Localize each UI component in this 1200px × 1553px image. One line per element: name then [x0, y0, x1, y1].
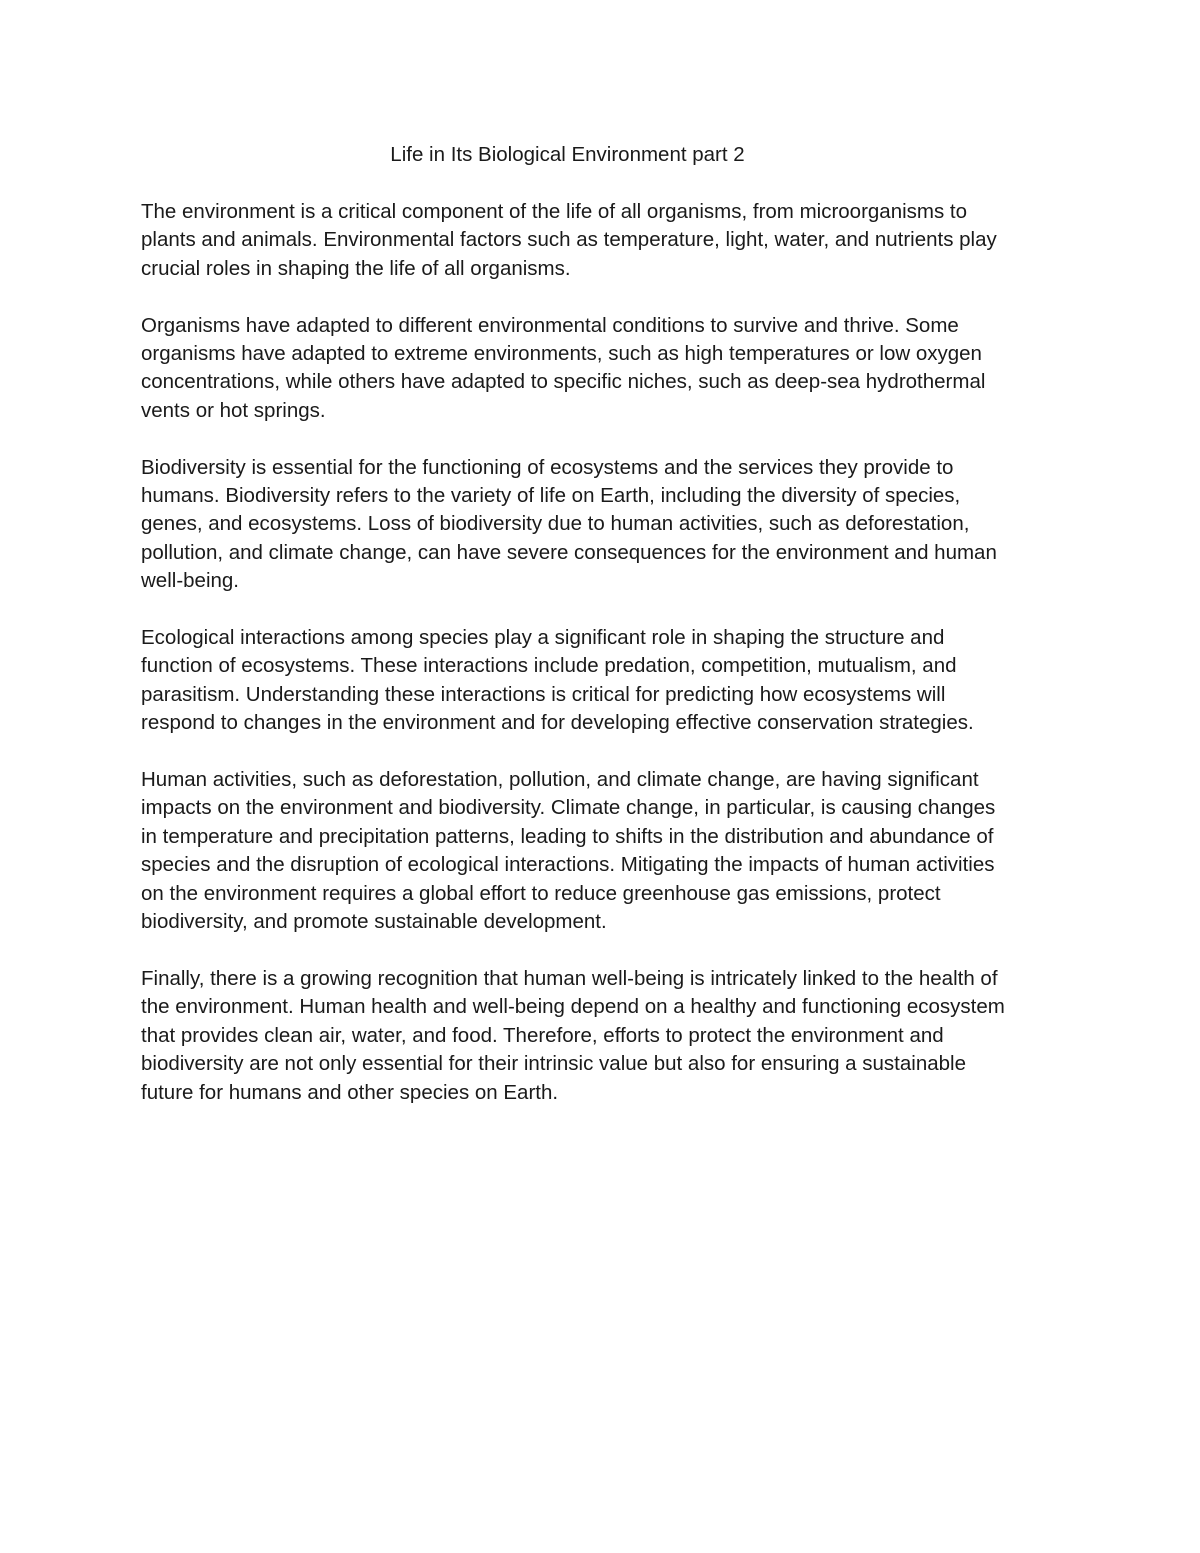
paragraph-human-activities — [141, 766, 1066, 936]
text-line: respond to changes in the environment and for developing effective conservation strategies. — [141, 711, 974, 735]
text-line: Finally, there is a growing recognition that human well-being is intricately linked to the health of — [141, 966, 998, 990]
text-line: genes, and ecosystems. Loss of biodiversity due to human activities, such as deforestation, — [141, 512, 970, 536]
text-line: Human activities, such as deforestation, pollution, and climate change, are having significant — [141, 768, 979, 792]
text-line: future for humans and other species on Earth. — [141, 1080, 559, 1104]
text-line: Organisms have adapted to different environmental conditions to survive and thrive. Some — [141, 313, 959, 337]
paragraph-conclusion — [141, 965, 1066, 1107]
text-line: pollution, and climate change, can have severe consequences for the environment and human — [141, 540, 997, 564]
paragraph-biodiversity — [141, 454, 1066, 596]
text-line: vents or hot springs. — [141, 398, 326, 422]
document-body — [141, 198, 1066, 1135]
text-line: Ecological interactions among species play a significant role in shaping the structure and — [141, 626, 945, 650]
text-line: Biodiversity is essential for the functioning of ecosystems and the services they provide to — [141, 455, 954, 479]
text-line: The environment is a critical component of the life of all organisms, from microorganisms to — [141, 200, 968, 223]
text-line: biodiversity are not only essential for their intrinsic value but also for ensuring a sustainable — [141, 1052, 966, 1076]
text-line: plants and animals. Environmental factors such as temperature, light, water, and nutrients play — [141, 228, 997, 252]
text-line: the environment. Human health and well-being depend on a healthy and functioning ecosystem — [141, 995, 1005, 1019]
text-line: crucial roles in shaping the life of all organisms. — [141, 256, 571, 280]
paragraph-ecological-interactions — [141, 624, 1066, 738]
text-line: well-being. — [141, 569, 239, 593]
paragraph-environment-importance — [141, 198, 1066, 283]
text-line: impacts on the environment and biodiversity. Climate change, in particular, is causing changes — [141, 796, 996, 820]
document-title: Life in Its Biological Environment part 2 — [390, 143, 745, 166]
text-line: organisms have adapted to extreme environments, such as high temperatures or low oxygen — [141, 342, 982, 366]
text-line: biodiversity, and promote sustainable development. — [141, 910, 607, 934]
text-line: concentrations, while others have adapted to specific niches, such as deep-sea hydrothermal — [141, 370, 986, 394]
text-line: that provides clean air, water, and food. Therefore, efforts to protect the environment and — [141, 1023, 944, 1047]
text-line: species and the disruption of ecological interactions. Mitigating the impacts of human activities — [141, 853, 995, 877]
text-line: humans. Biodiversity refers to the variety of life on Earth, including the diversity of species, — [141, 484, 961, 508]
text-line: function of ecosystems. These interactions include predation, competition, mutualism, and — [141, 654, 957, 678]
text-line: on the environment requires a global effort to reduce greenhouse gas emissions, protect — [141, 881, 941, 905]
text-line: parasitism. Understanding these interactions is critical for predicting how ecosystems will — [141, 682, 946, 706]
paragraph-adaptation — [141, 312, 1066, 426]
text-line: in temperature and precipitation patterns, leading to shifts in the distribution and abundance of — [141, 824, 994, 848]
